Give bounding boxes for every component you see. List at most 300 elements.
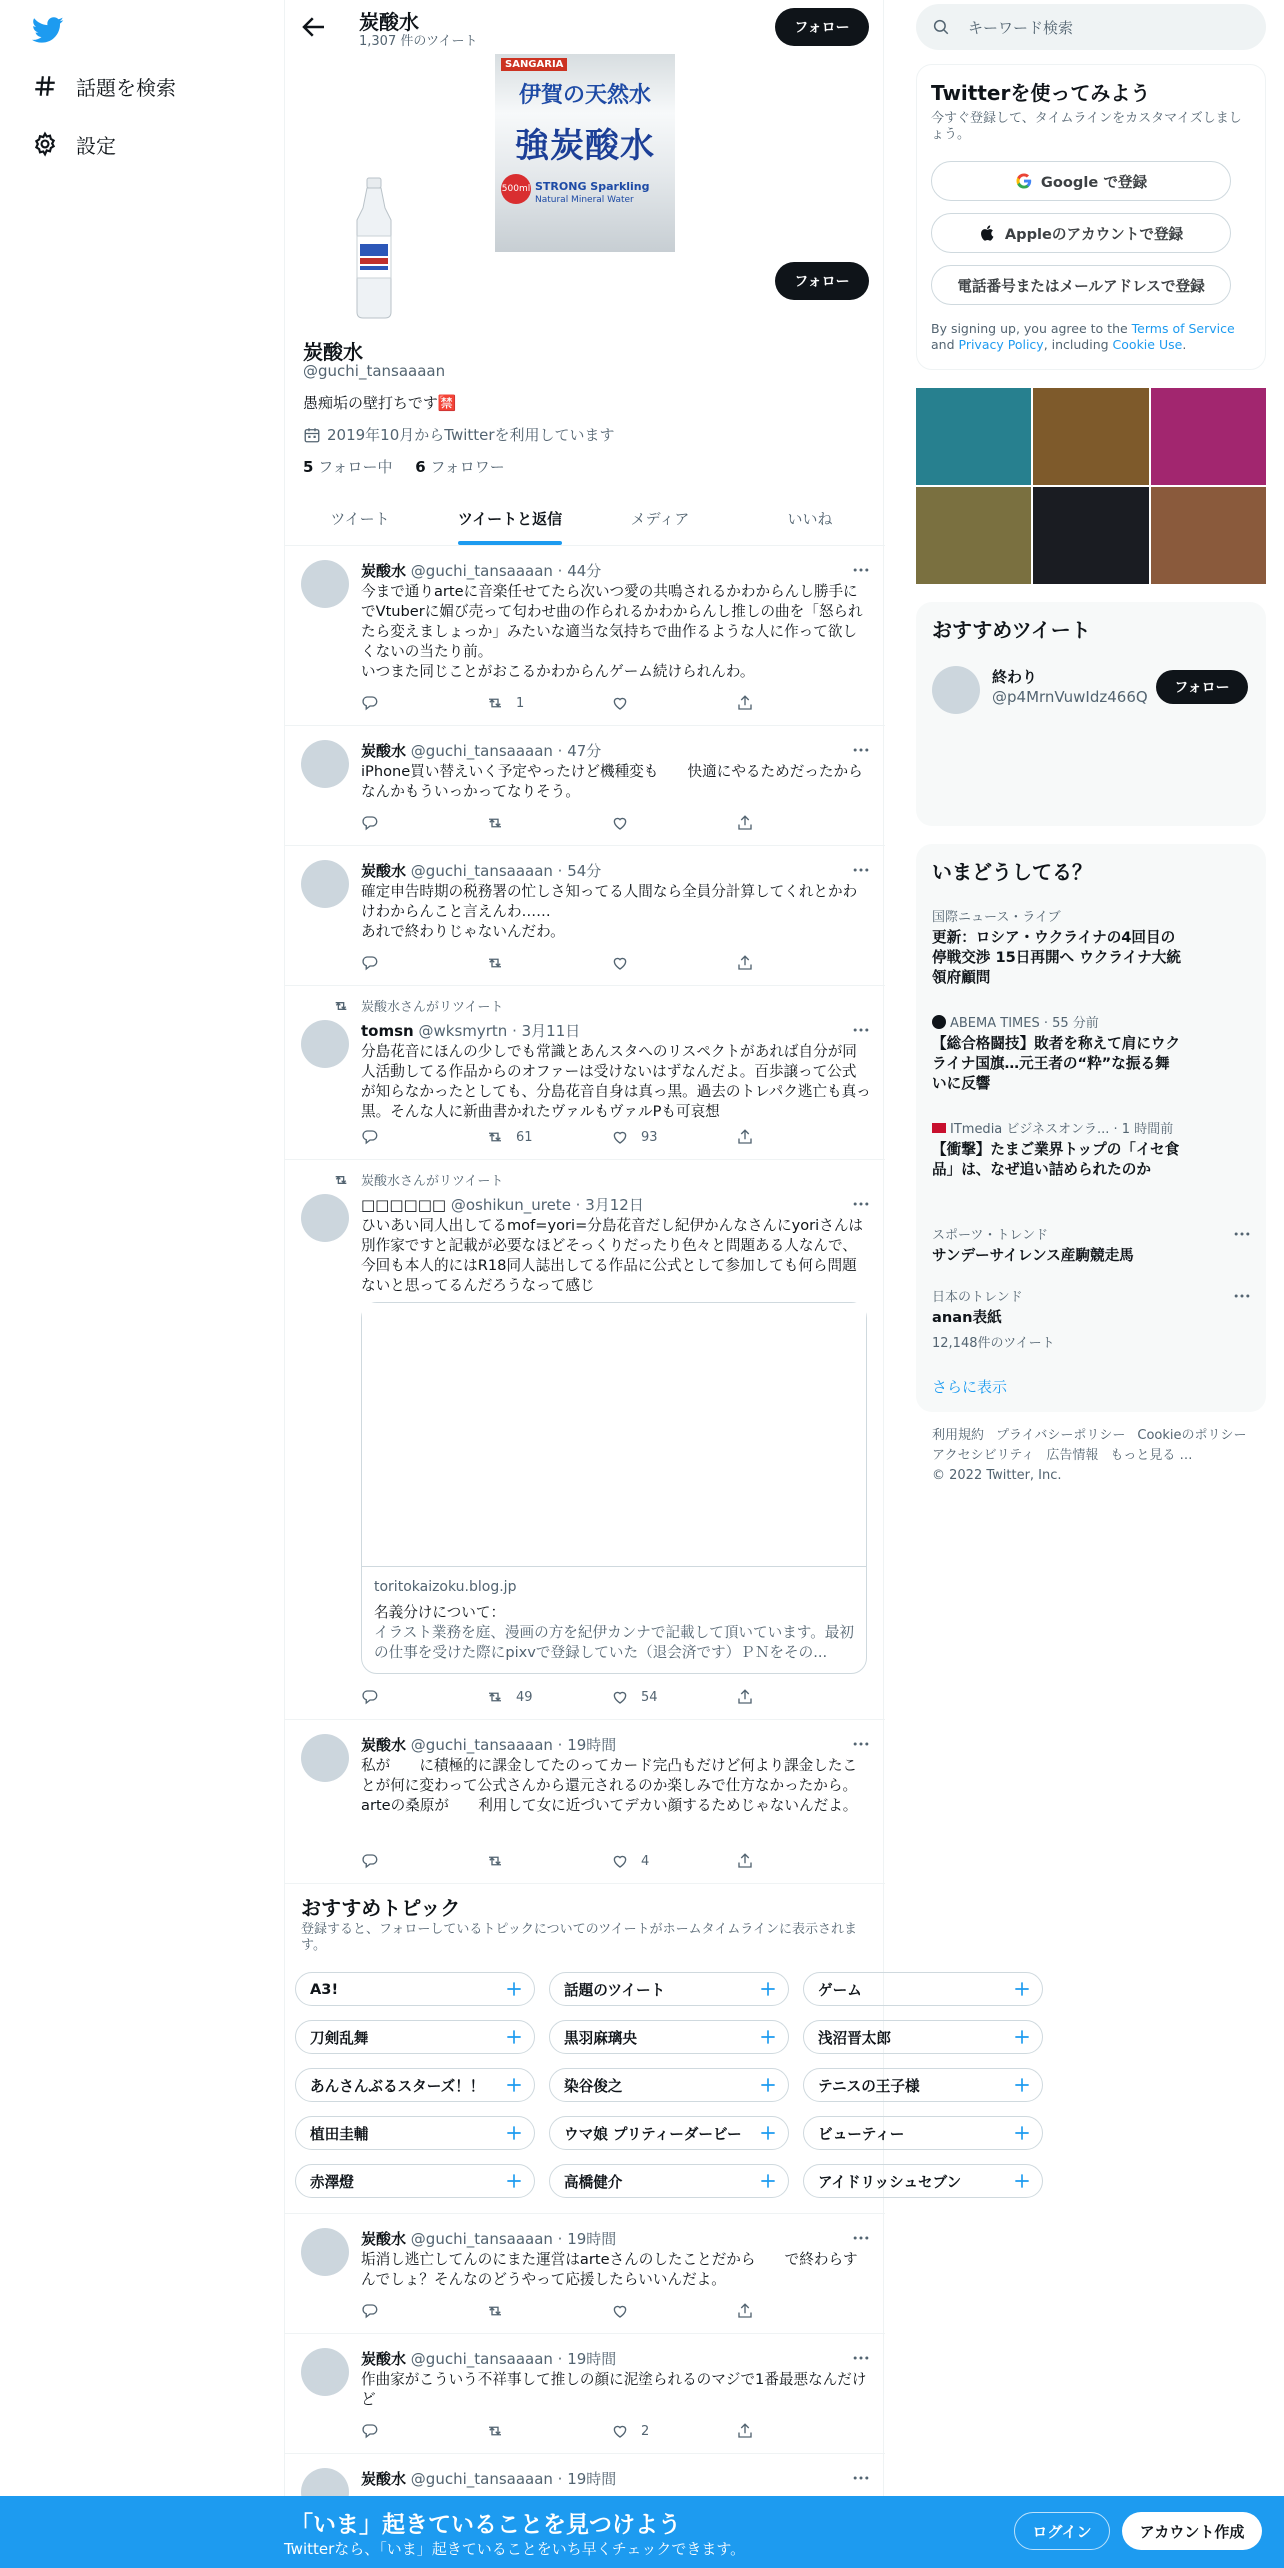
retweet-count: 49 [516, 1689, 533, 1705]
plus-icon[interactable] [504, 2171, 524, 2191]
apple-icon [979, 224, 997, 242]
reply-button[interactable] [361, 952, 486, 974]
topic-label: 植田圭輔 [310, 2125, 369, 2143]
reply-icon [361, 954, 379, 972]
tweet-text: ひいあい同人出してるmof=yori=分島花音だし紀伊かんなさんにyoriさんは別作家ですと記載が必要なほどそっくりだったり色々と問題ある人なんで、今回も本人的にはR18同人誌出してる作品に公式として参加しても何ら問題ないと思ってるんだろうなって感じ [361, 1217, 864, 1294]
tweet-handle-time: @oshikun_urete · 3月12日 [450, 1196, 644, 1214]
reply-icon [361, 2422, 379, 2440]
more-dots-icon [851, 1194, 871, 1214]
plus-icon[interactable] [758, 2171, 778, 2191]
followers-label: フォロワー [425, 458, 505, 476]
share-button[interactable] [736, 2300, 781, 2322]
topic-pill[interactable] [549, 2020, 789, 2054]
retweet-icon [486, 1852, 504, 1870]
tweet-handle-time: @guchi_tansaaaan · 47分 [410, 742, 602, 760]
footer-link[interactable]: 利用規約 [932, 1428, 985, 1443]
plus-icon[interactable] [504, 2075, 524, 2095]
topic-pill[interactable] [295, 2116, 535, 2150]
tweet[interactable] [285, 546, 885, 726]
media-thumbnail[interactable] [1033, 487, 1148, 584]
like-button[interactable] [611, 1126, 736, 1148]
tweet-avatar[interactable] [301, 740, 349, 788]
media-thumbnail[interactable] [916, 487, 1031, 584]
media-thumbnail[interactable] [916, 388, 1031, 485]
tweet-avatar[interactable] [301, 1734, 349, 1782]
retweet-label [333, 996, 503, 1015]
reply-button[interactable] [361, 812, 486, 834]
share-icon [736, 1852, 754, 1870]
topic-label: アイドリッシュセブン [818, 2173, 962, 2191]
retweet-icon [486, 694, 504, 712]
terms-text-1: By signing up, you agree to the [931, 321, 1132, 336]
profile-handle: @guchi_tansaaaan [303, 362, 446, 380]
retweet-icon [486, 2422, 504, 2440]
retweet-icon [486, 954, 504, 972]
retweet-button[interactable] [486, 1850, 611, 1872]
more-dots-icon [851, 1020, 871, 1040]
share-button[interactable] [736, 2420, 781, 2442]
right-sidebar [884, 0, 1284, 2568]
more-dots-icon [851, 2348, 871, 2368]
like-button[interactable] [611, 692, 736, 714]
heart-icon [611, 954, 629, 972]
footer-link[interactable]: アクセシビリティ [932, 1448, 1035, 1463]
share-icon [736, 1688, 754, 1706]
tweet-more-button[interactable] [851, 1734, 871, 1754]
tweet-header [361, 2348, 616, 2369]
apple-signup-label: Appleのアカウントで登録 [1004, 225, 1184, 243]
tweet-actions [361, 1850, 781, 1872]
plus-icon[interactable] [758, 1979, 778, 1999]
topic-pill[interactable] [549, 2164, 789, 2198]
topic-label: あんさんぶるスターズ！！ [310, 2077, 485, 2095]
banner-brand: SANGARIA [501, 58, 567, 71]
trends-title: いまどうしてる？ [932, 860, 1092, 884]
reply-icon [361, 1852, 379, 1870]
tweet-header [361, 1194, 644, 1215]
email-signup-button[interactable]: 電話番号またはメールアドレスで登録 [931, 265, 1231, 305]
media-thumbnail[interactable] [1033, 388, 1148, 485]
retweet-count: 61 [516, 1129, 533, 1145]
retweet-icon [486, 2302, 504, 2320]
tweet[interactable] [285, 2334, 885, 2454]
banner-line2: 強炭酸水 [515, 126, 655, 166]
heart-icon [611, 2422, 629, 2440]
tweet-author-name[interactable]: tomsn [361, 1022, 414, 1040]
tweet-author-name[interactable]: 炭酸水 [361, 742, 407, 760]
nav-explore-label: 話題を検索 [76, 75, 176, 100]
trend-meta [932, 1224, 1048, 1243]
tweet-avatar[interactable] [301, 560, 349, 608]
reply-icon [361, 694, 379, 712]
reply-icon [361, 814, 379, 832]
like-button[interactable] [611, 2420, 736, 2442]
signup-button[interactable]: アカウント作成 [1122, 2512, 1262, 2550]
tweet-header [361, 860, 601, 881]
tweet-more-button[interactable] [851, 860, 871, 880]
tab-media[interactable]: メディア [630, 510, 690, 528]
reply-icon [361, 1128, 379, 1146]
link-card[interactable] [361, 1302, 867, 1674]
share-icon [736, 1128, 754, 1146]
retweeted-icon [333, 1172, 349, 1188]
retweet-icon [486, 1688, 504, 1706]
profile-follow-button[interactable]: フォロー [775, 262, 869, 300]
google-signup-button[interactable] [931, 161, 1231, 201]
tweet-handle-time: @guchi_tansaaaan · 54分 [410, 862, 602, 880]
link-card-description: イラスト業務を庭、漫画の方を紀伊カンナで記載して頂いています。最初の仕事を受けた際にpixvで登録していた（退会済です）ＰＮをその... [374, 1624, 854, 1661]
trend-meta [932, 1012, 1099, 1031]
topic-label: 黒羽麻璃央 [564, 2029, 637, 2047]
terms-text-4: . [1182, 337, 1187, 352]
tweet-more-button[interactable] [851, 560, 871, 580]
footer-link[interactable]: 広告情報 [1046, 1448, 1099, 1463]
retweet-label-text: 炭酸水さんがリツイート [361, 1174, 504, 1189]
profile-top-bar [285, 0, 885, 54]
topic-pill[interactable] [549, 2116, 789, 2150]
nav-settings[interactable] [32, 124, 116, 164]
share-button[interactable] [736, 692, 781, 714]
nav-explore[interactable] [32, 66, 176, 106]
trend-meta [932, 906, 1061, 925]
tweet-avatar[interactable] [301, 860, 349, 908]
tweet-avatar[interactable] [301, 2348, 349, 2396]
more-dots-icon [851, 2468, 871, 2488]
left-nav [0, 0, 284, 2568]
retweet-button[interactable] [486, 1126, 611, 1148]
profile-banner [495, 54, 675, 252]
terms-text-2: and [931, 337, 959, 352]
more-dots-icon [851, 2228, 871, 2248]
tweet-author-name[interactable]: □□□□□□ [361, 1196, 447, 1214]
tweet-author-name[interactable]: 炭酸水 [361, 2350, 407, 2368]
plus-icon[interactable] [504, 2123, 524, 2143]
tweet-handle-time: @guchi_tansaaaan · 44分 [410, 562, 602, 580]
recommended-user-handle: @p4MrnVuwIdz466Q [992, 688, 1148, 706]
topic-pill[interactable] [295, 2020, 535, 2054]
header-tweet-count: 1,307 件のツイート [359, 34, 478, 49]
topic-pill[interactable] [295, 1972, 535, 2006]
topic-label: 刀剣乱舞 [310, 2029, 369, 2047]
tweet-author-name[interactable]: 炭酸水 [361, 2470, 407, 2488]
like-button[interactable] [611, 952, 736, 974]
terms-of-service-link[interactable]: Terms of Service [1131, 321, 1235, 336]
topic-label: 話題のツイート [564, 1981, 666, 1999]
tweet-actions [361, 1686, 781, 1708]
retweet-button[interactable] [486, 812, 611, 834]
bottom-bar-subtitle: Twitterなら、「いま」起きていることをいち早くチェックできます。 [284, 2540, 746, 2558]
trend-name: サンデーサイレンス産駒競走馬 [932, 1247, 1134, 1264]
footer-link[interactable]: プライバシーポリシー [996, 1428, 1126, 1443]
retweeted-icon [333, 998, 349, 1014]
plus-icon[interactable] [758, 2027, 778, 2047]
retweet-count: 1 [516, 695, 525, 711]
media-grid [916, 388, 1266, 584]
share-icon [736, 694, 754, 712]
reply-button[interactable] [361, 1850, 486, 1872]
topic-pill[interactable] [549, 2068, 789, 2102]
recommended-user-name[interactable]: 終わり [992, 668, 1038, 686]
login-button[interactable]: ログイン [1014, 2512, 1110, 2550]
footer-link[interactable]: © 2022 Twitter, Inc. [932, 1468, 1062, 1483]
tweet-avatar[interactable] [301, 1020, 349, 1068]
tweet[interactable] [285, 2214, 885, 2334]
profile-follow-stats [303, 456, 505, 477]
trend-name: 【衝撃】たまご業界トップの「イセ食品」は、なぜ追い詰められたのか [932, 1141, 1180, 1178]
plus-icon[interactable] [758, 2123, 778, 2143]
tweet-actions [361, 2420, 781, 2442]
bottom-signup-bar [0, 2496, 1284, 2568]
more-dots-icon [1232, 1224, 1252, 1244]
search-placeholder: キーワード検索 [968, 18, 1074, 37]
tweet[interactable] [285, 986, 885, 1160]
footer-link[interactable]: もっと見る … [1110, 1448, 1193, 1463]
plus-icon[interactable] [504, 1979, 524, 1999]
topics-subtitle: 登録すると、フォローしているトピックについてのツイートがホームタイムラインに表示されます。 [301, 1922, 858, 1953]
heart-icon [611, 694, 629, 712]
recommended-tweets-panel [916, 602, 1266, 826]
share-button[interactable] [736, 1126, 781, 1148]
signup-title: Twitterを使ってみよう [931, 81, 1151, 105]
retweet-button[interactable] [486, 2420, 611, 2442]
tweet-handle-time: @guchi_tansaaaan · 19時間 [410, 1736, 617, 1754]
topic-label: テニスの王子様 [818, 2077, 920, 2095]
media-thumbnail[interactable] [1151, 487, 1266, 584]
share-icon [736, 954, 754, 972]
signup-terms [931, 321, 1257, 353]
topic-label: 赤澤燈 [310, 2173, 354, 2191]
recommended-title: おすすめツイート [932, 618, 1091, 642]
tweet-more-button[interactable] [851, 2348, 871, 2368]
trends-panel [916, 844, 1266, 1412]
topic-label: ビューティー [818, 2125, 905, 2143]
tweet-actions [361, 1126, 781, 1148]
tweet-text: iPhone買い替えいく予定やったけど機種変も 快適にやるためだったからなんかもういっかってなりそう。 [361, 763, 863, 800]
tweet-author-name[interactable]: 炭酸水 [361, 2230, 407, 2248]
tweet-more-button[interactable] [851, 2468, 871, 2488]
share-icon [736, 2422, 754, 2440]
topic-label: 浅沼晋太郎 [818, 2029, 891, 2047]
tweet-actions [361, 2300, 781, 2322]
recommended-user-avatar[interactable] [932, 666, 980, 714]
topic-pill[interactable] [549, 1972, 789, 2006]
share-button[interactable] [736, 1686, 781, 1708]
profile-avatar[interactable] [345, 178, 403, 318]
tweet-author-name[interactable]: 炭酸水 [361, 1736, 407, 1754]
retweet-button[interactable] [486, 952, 611, 974]
tweet-author-name[interactable]: 炭酸水 [361, 562, 407, 580]
hashtag-icon [32, 73, 58, 99]
link-card-title: 名義分けについて： [374, 1604, 506, 1621]
tweet-more-button[interactable] [851, 1020, 871, 1040]
retweet-button[interactable] [486, 2300, 611, 2322]
tweet-handle-time: @guchi_tansaaaan · 19時間 [410, 2470, 617, 2488]
reply-button[interactable] [361, 2420, 486, 2442]
banner-line3: STRONG Sparkling [535, 180, 650, 193]
recommended-follow-button[interactable]: フォロー [1156, 670, 1248, 704]
itmedia-logo-icon [932, 1123, 946, 1133]
tweet-more-button[interactable] [851, 740, 871, 760]
tweet-actions [361, 692, 781, 714]
trend-meta-text: 日本のトレンド [932, 1290, 1023, 1305]
tweet-avatar[interactable] [301, 1194, 349, 1242]
tweet[interactable] [285, 726, 885, 846]
plus-icon[interactable] [504, 2027, 524, 2047]
like-button[interactable] [611, 812, 736, 834]
topic-pill[interactable] [295, 2068, 535, 2102]
topics-title: おすすめトピック [301, 1896, 461, 1920]
profile-bio: 愚痴垢の壁打ちです🈲 [303, 394, 457, 412]
trend-meta-text: ITmedia ビジネスオンラ... · 1 時間前 [950, 1122, 1174, 1137]
topic-label: ゲーム [818, 1981, 862, 1999]
retweet-label [333, 1170, 503, 1189]
back-button[interactable] [299, 12, 329, 42]
tweet[interactable] [285, 1720, 885, 1884]
more-dots-icon [851, 860, 871, 880]
trend-meta [932, 1286, 1023, 1305]
banner-line1: 伊賀の天然水 [518, 83, 651, 108]
tab-tweets[interactable]: ツイート [330, 510, 390, 528]
share-icon [736, 814, 754, 832]
like-button[interactable] [611, 1686, 736, 1708]
like-count: 93 [641, 1129, 658, 1145]
tab-tweets-and-replies[interactable]: ツイートと返信 [435, 492, 585, 545]
signup-subtitle: 今すぐ登録して、タイムラインをカスタマイズしましょう。 [931, 111, 1242, 142]
privacy-policy-link[interactable]: Privacy Policy [958, 337, 1044, 352]
more-dots-icon [851, 560, 871, 580]
following-link[interactable] [303, 458, 392, 476]
trend-name: anan表紙 [932, 1309, 1002, 1326]
tweet-text: 作曲家がこういう不祥事して推しの顔に泥塗られるのマジで1番最悪なんだけど [361, 2371, 867, 2408]
tweet-header [361, 1734, 616, 1755]
more-dots-icon [1232, 1286, 1252, 1306]
followers-count: 6 [415, 458, 426, 476]
tweet-text: 垢消し逃亡してんのにまた運営はarteさんのしたことだから で終わらすんでしょ？そんなのどうやって応援したらいいんだよ。 [361, 2251, 858, 2288]
share-icon [736, 2302, 754, 2320]
bottom-bar-title: 「いま」起きていることを見つけよう [290, 2512, 681, 2538]
link-card-domain: toritokaizoku.blog.jp [374, 1579, 517, 1595]
gear-icon [32, 131, 58, 157]
heart-icon [611, 1852, 629, 1870]
trend-count: 12,148件のツイート [932, 1336, 1055, 1351]
topic-pill[interactable] [295, 2164, 535, 2198]
tweet-more-button[interactable] [851, 2228, 871, 2248]
retweet-button[interactable] [486, 1686, 611, 1708]
more-dots-icon [851, 740, 871, 760]
footer-links [932, 1426, 1262, 1486]
profile-joined [303, 424, 615, 445]
tweet-header [361, 560, 601, 581]
like-button[interactable] [611, 1850, 736, 1872]
banner-badge: 500ml [501, 174, 531, 204]
reply-button[interactable] [361, 692, 486, 714]
tweet-avatar[interactable] [301, 2228, 349, 2276]
like-count: 54 [641, 1689, 658, 1705]
search-icon [932, 18, 950, 36]
tweet-handle-time: @wksmyrtn · 3月11日 [418, 1022, 581, 1040]
media-thumbnail[interactable] [1151, 388, 1266, 485]
retweet-icon [486, 1128, 504, 1146]
abema-logo-icon [932, 1015, 946, 1029]
reply-button[interactable] [361, 1686, 486, 1708]
trend-meta-text: 国際ニュース・ライブ [932, 910, 1061, 925]
link-card-image [362, 1303, 866, 1567]
nav-settings-label: 設定 [76, 133, 116, 158]
recommended-topics [285, 1884, 962, 2214]
arrow-left-icon [299, 12, 329, 42]
google-signup-label: Google で登録 [1040, 173, 1148, 191]
retweet-button[interactable] [486, 692, 611, 714]
profile-name: 炭酸水 [303, 340, 363, 364]
like-button[interactable] [611, 2300, 736, 2322]
tweet-header [361, 740, 601, 761]
trend-name: 【総合格闘技】敗者を称えて肩にウクライナ国旗…元王者の“粋”な振る舞いに反響 [932, 1035, 1181, 1092]
signup-panel [916, 64, 1266, 370]
tweet-header [361, 2228, 616, 2249]
like-count: 4 [641, 1853, 650, 1869]
following-count: 5 [303, 458, 314, 476]
heart-icon [611, 1128, 629, 1146]
trend-more-button[interactable] [1232, 1286, 1252, 1306]
twitter-logo-icon[interactable] [32, 14, 64, 46]
tweet-header [361, 1020, 580, 1041]
topic-label: 高橋健介 [564, 2173, 623, 2191]
header-profile-name: 炭酸水 [359, 10, 419, 34]
reply-button[interactable] [361, 1126, 486, 1148]
footer-link[interactable]: Cookieのポリシー [1137, 1428, 1247, 1443]
profile-tabs [285, 492, 885, 546]
share-button[interactable] [736, 1850, 781, 1872]
tweet-header [361, 2468, 616, 2489]
tweet-text: 私が に積極的に課金してたのってカード完凸もだけど何より課金したことが何に変わって公式さんから還元されるのか楽しみで仕方なかったから。 arteの桑原が 利用して女に近づいてデカい顔するためじゃないんだよ。 [361, 1757, 858, 1814]
tweet[interactable] [285, 846, 885, 986]
tweet-text: 確定申告時期の税務署の忙しさ知ってる人間なら全員分計算してくれとかわけわからんこと言えんわ…… あれで終わりじゃないんだわ。 [361, 883, 858, 940]
cookie-use-link[interactable]: Cookie Use [1112, 337, 1183, 352]
heart-icon [611, 2302, 629, 2320]
apple-signup-button[interactable] [931, 213, 1231, 253]
trend-meta-text: ABEMA TIMES · 55 分前 [950, 1016, 1099, 1031]
topic-label: 染谷俊之 [564, 2077, 623, 2095]
tab-likes[interactable]: いいね [787, 510, 833, 528]
tweet-handle-time: @guchi_tansaaaan · 19時間 [410, 2350, 617, 2368]
reply-button[interactable] [361, 2300, 486, 2322]
trend-meta-text: スポーツ・トレンド [932, 1228, 1049, 1243]
heart-icon [611, 1688, 629, 1706]
google-icon [1015, 172, 1033, 190]
followers-link[interactable] [415, 458, 504, 476]
banner-line4: Natural Mineral Water [535, 195, 634, 205]
share-button[interactable] [736, 952, 781, 974]
heart-icon [611, 814, 629, 832]
tweet-author-name[interactable]: 炭酸水 [361, 862, 407, 880]
search-input[interactable] [916, 4, 1266, 50]
calendar-icon [303, 426, 321, 444]
header-follow-button[interactable]: フォロー [775, 8, 869, 46]
trend-more-button[interactable] [1232, 1224, 1252, 1244]
trend-meta [932, 1118, 1173, 1137]
retweet-label-text: 炭酸水さんがリツイート [361, 1000, 504, 1015]
topic-label: A3! [310, 1980, 339, 1998]
like-count: 2 [641, 2423, 650, 2439]
plus-icon[interactable] [758, 2075, 778, 2095]
topic-label: ウマ娘 プリティーダービー [564, 2125, 742, 2143]
tweet-more-button[interactable] [851, 1194, 871, 1214]
share-button[interactable] [736, 812, 781, 834]
terms-text-3: , including [1043, 337, 1113, 352]
bottle-image-icon [345, 178, 403, 318]
tweet-handle-time: @guchi_tansaaaan · 19時間 [410, 2230, 617, 2248]
trends-show-more-link[interactable]: さらに表示 [932, 1378, 1008, 1396]
